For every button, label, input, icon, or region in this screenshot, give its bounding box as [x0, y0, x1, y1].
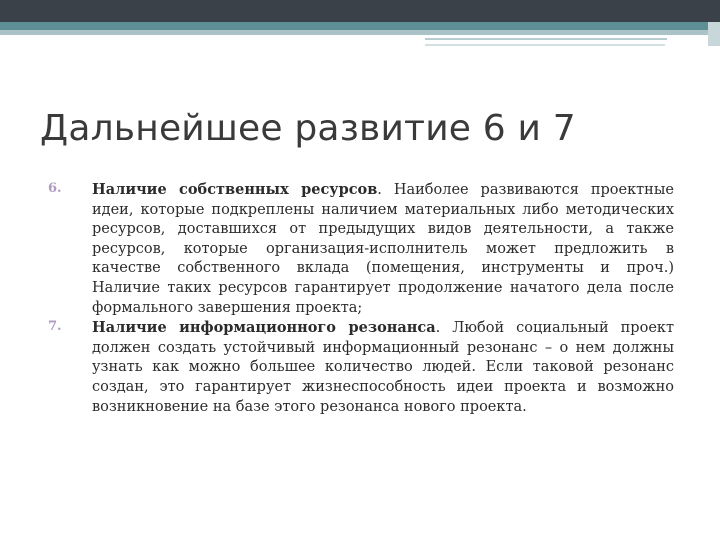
- list-number: 7.: [48, 319, 62, 335]
- list-item-text: [92, 180, 674, 318]
- top-decor-bar: [0, 0, 720, 22]
- numbered-list: [48, 180, 674, 417]
- decor-line: [425, 44, 665, 46]
- list-item-body: . Любой социальный проект должен создать устойчивый информационный резонанс – о нем должны узнать как можно большее количество людей. Если таковой резонанс создан, это гарантирует жизнеспособность идеи проекта и возможно возникновение на базе этого резонанса нового проекта.: [92, 320, 674, 415]
- list-item-text: [92, 318, 674, 417]
- list-item-body: . Наиболее развиваются проектные идеи, которые подкреплены наличием материальных либо методических ресурсов, доставшихся от предыдущих видов деятельности, а также ресурсов, которые организация-исполнитель может предложить в качестве собственного вклада (помещения, инструменты и проч.) Наличие таких ресурсов гарантирует продолжение начатого дела после формального завершения проекта;: [92, 182, 674, 316]
- list-item: [48, 180, 674, 318]
- corner-decor: [708, 22, 720, 46]
- list-item-heading: Наличие собственных ресурсов: [92, 181, 378, 198]
- decor-line: [425, 38, 667, 40]
- top-accent-bar-light: [0, 30, 720, 35]
- slide-title: Дальнейшее развитие 6 и 7: [40, 108, 576, 149]
- top-accent-bar: [0, 22, 720, 30]
- list-number: 6.: [48, 181, 62, 196]
- list-item-heading: Наличие информационного резонанса: [92, 319, 436, 337]
- list-item: [48, 318, 674, 417]
